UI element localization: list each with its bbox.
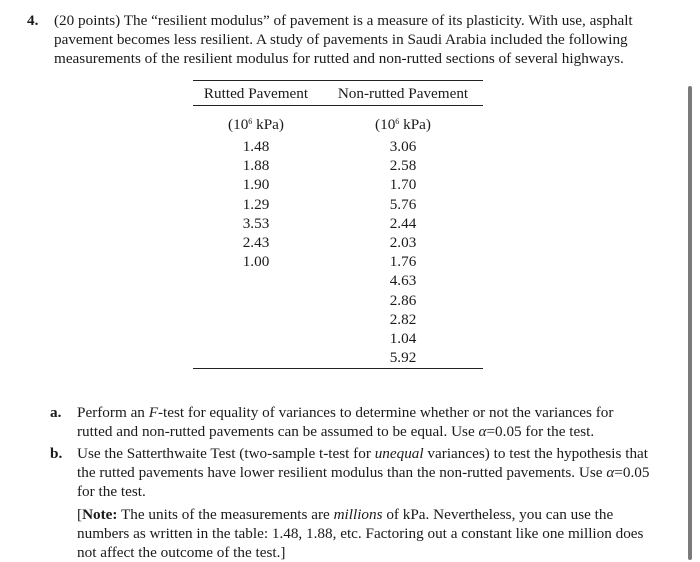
non-rutted-units: ($10^6$ kPa) bbox=[375, 116, 431, 133]
table-cell: 1.70 bbox=[389, 176, 417, 194]
table-cell: 1.76 bbox=[389, 253, 417, 271]
scrollbar[interactable] bbox=[688, 86, 692, 560]
table-cell: 1.90 bbox=[242, 176, 270, 194]
table-cell: 1.29 bbox=[242, 195, 270, 213]
non-rutted-header: Non-rutted Pavement bbox=[337, 85, 469, 102]
table-cell: 5.92 bbox=[389, 349, 417, 367]
rutted-units: ($10^6$ kPa) bbox=[228, 116, 284, 133]
part-b-label: b. bbox=[50, 445, 63, 462]
table-cell: 1.48 bbox=[242, 138, 270, 155]
table-cell: 2.82 bbox=[389, 310, 417, 328]
non-rutted-values bbox=[323, 137, 483, 367]
table-cell: 1.88 bbox=[242, 157, 270, 175]
table-cell: 2.44 bbox=[389, 214, 417, 232]
table-cell: 4.63 bbox=[389, 272, 417, 290]
note-label: Note: bbox=[82, 506, 118, 523]
table-cell: 1.04 bbox=[389, 329, 417, 347]
part-b: b. Use the Satterthwaite Test (two-sample t-test for unequal variances) to test the hypothesis that the rutted pavements have lower resilient modulus than the non-rutted pavements. Use α=0.05 for the test. bbox=[50, 445, 650, 500]
problem-parts bbox=[50, 403, 650, 562]
problem-number: 4. bbox=[27, 12, 39, 29]
problem-statement: (20 points) The “resilient modulus” of pavement is a measure of its plasticity. With use, asphalt pavement becomes less resilient. A study of pavements in Saudi Arabia included the following measurements of the resilient modulus for rutted and non-rutted sections of several highways. bbox=[54, 12, 633, 67]
note: [Note: The units of the measurements are millions of kPa. Nevertheless, you can use the numbers as written in the table: 1.48, 1.88, etc. Factoring out a constant like one million does not affect the outcome of the test.] bbox=[77, 506, 644, 561]
table-cell: 3.06 bbox=[389, 138, 417, 155]
table-top-rule bbox=[193, 80, 483, 81]
table-cell: 5.76 bbox=[389, 195, 417, 213]
table-header-rule bbox=[193, 105, 483, 106]
table-bottom-rule bbox=[193, 368, 483, 369]
part-a-label: a. bbox=[50, 404, 62, 421]
rutted-header: Rutted Pavement bbox=[203, 85, 309, 102]
table-cell: 3.53 bbox=[242, 214, 270, 232]
table-cell: 1.00 bbox=[242, 253, 270, 271]
table-cell: 2.43 bbox=[242, 233, 270, 251]
part-a: a. Perform an F-test for equality of variances to determine whether or not the variances for rutted and non-rutted pavements can be assumed to be equal. Use α=0.05 for the test. bbox=[50, 404, 614, 440]
table-cell: 2.03 bbox=[389, 233, 417, 251]
rutted-values bbox=[193, 137, 319, 271]
problem-4 bbox=[27, 11, 667, 68]
table-cell: 2.86 bbox=[389, 291, 417, 309]
table-cell: 2.58 bbox=[389, 157, 417, 175]
